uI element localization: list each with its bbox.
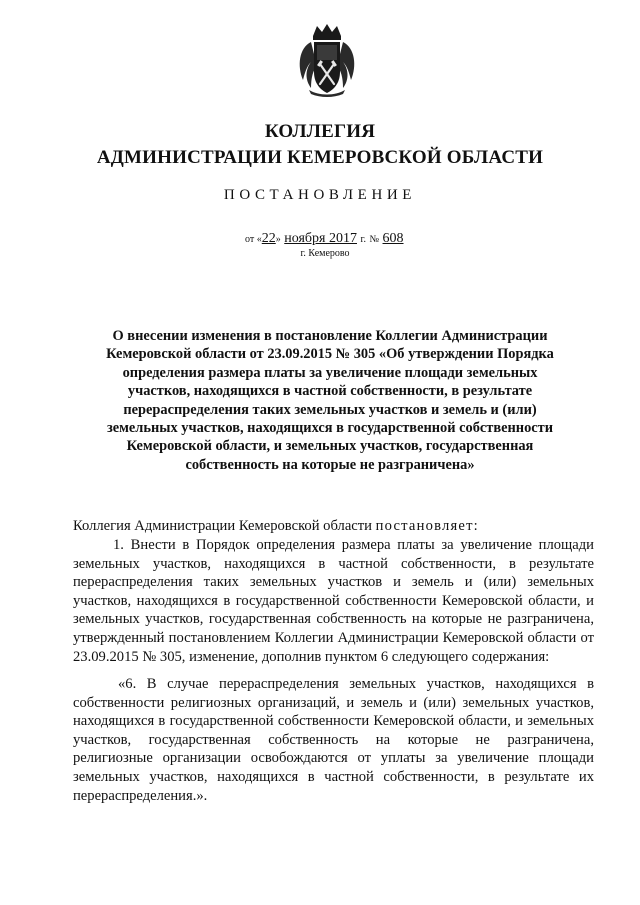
paragraph-2: «6. В случае перераспределения земельных участков, находящихся в собственности религиозных организаций, и земель и (или) земельных участков, находящихся в государственной собственности Кемеровской области, и земельных участков, государственная собственность на которые не разграничена, религиозные организации освобождаются от уплаты за увеличение площади земельных участков, находящихся в частной собственности, в результате их перераспределения.». xyxy=(73,676,594,804)
number-prefix: № xyxy=(369,234,380,245)
date-prefix: от « xyxy=(245,234,262,245)
date-day: 22 xyxy=(261,231,276,246)
organization-name-line2: АДМИНИСТРАЦИИ КЕМЕРОВСКОЙ ОБЛАСТИ xyxy=(96,147,544,168)
intro-paragraph xyxy=(73,517,594,536)
date-month-year: ноября 2017 xyxy=(284,231,357,246)
organization-name-line1: КОЛЛЕГИЯ xyxy=(264,121,376,142)
paragraph-1: 1. Внести в Порядок определения размера платы за увеличение площади земельных участков, находящихся в частной собственности, в результате перераспределения таких земельных участков и земель и (или) земельных участков, находящихся в государственной собственности Кемеровской области, и земельных участков, государственная собственность на которые не разграничена, утвержденный постановлением Коллегии Администрации Кемеровской области от 23.09.2015 № 305, изменение, дополнив пунктом 6 следующего содержания: xyxy=(73,537,594,665)
year-suffix: г. xyxy=(360,234,366,245)
document-date-number xyxy=(245,231,404,247)
intro-text: Коллегия Администрации Кемеровской области xyxy=(73,518,372,534)
document-type: ПОСТАНОВЛЕНИЕ xyxy=(223,187,417,203)
intro-verb: постановляет: xyxy=(375,518,479,534)
date-mid: » xyxy=(275,234,281,245)
document-title: О внесении изменения в постановление Коллегии Администрации Кемеровской области от 23.09.2015 № 305 «Об утверждении Порядка определения размера платы за увеличение площади земельных участков, находящихся в частной собственности, в результате перераспределения таких земельных участков и земель и (или) земельных участков, находящихся в государственной собственности Кемеровской области, и земельных участков, государственная собственность на которые не разграничена» xyxy=(106,328,554,473)
kemerovo-coat-of-arms-icon xyxy=(295,22,359,98)
city: г. Кемерово xyxy=(300,248,350,259)
document-number: 608 xyxy=(382,231,404,246)
